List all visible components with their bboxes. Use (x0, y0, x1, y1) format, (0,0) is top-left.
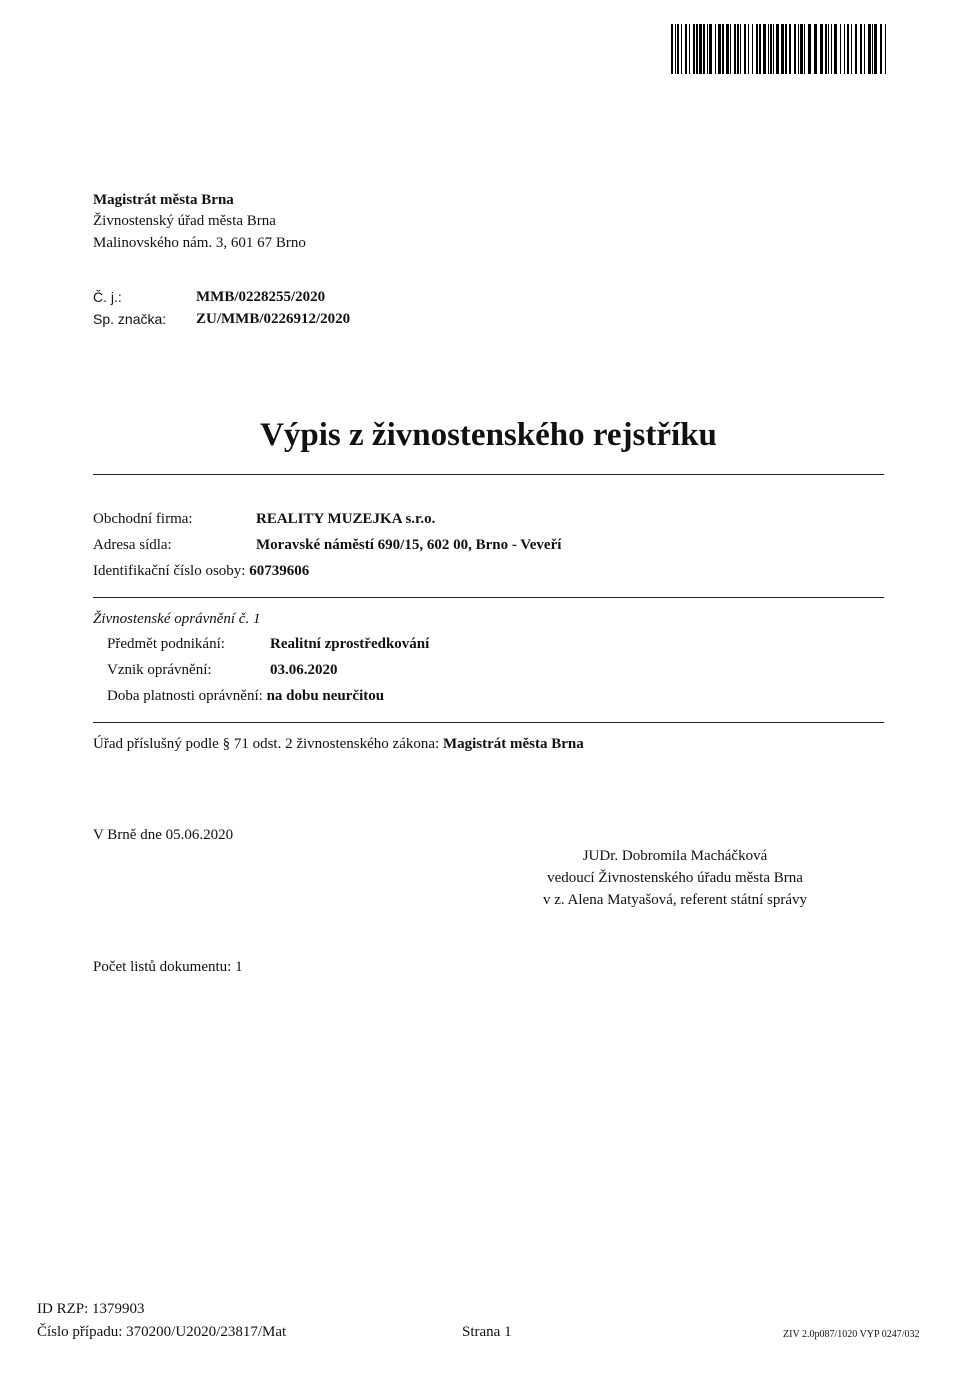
barcode-bar (703, 24, 705, 74)
barcode-bar (689, 24, 690, 74)
barcode-bar (868, 24, 871, 74)
barcode-bar (776, 24, 779, 74)
barcode-bar (847, 24, 849, 74)
barcode-bar (874, 24, 877, 74)
barcode-bar (718, 24, 721, 74)
barcode-bar (756, 24, 758, 74)
barcode-bar (675, 24, 676, 74)
divider-top (93, 474, 884, 475)
origin-label: Vznik oprávnění: (107, 662, 212, 678)
barcode-bar (880, 24, 882, 74)
barcode-bar (740, 24, 741, 74)
address-value: Moravské náměstí 690/15, 602 00, Brno - Veveří (256, 537, 562, 553)
barcode-bar (671, 24, 673, 74)
company-id-value: 60739606 (249, 563, 310, 579)
barcode-bar (730, 24, 731, 74)
barcode-bar (844, 24, 845, 74)
barcode-bar (696, 24, 698, 74)
barcode-bar (828, 24, 829, 74)
barcode-bar (872, 24, 873, 74)
validity-value: na dobu neurčitou (266, 688, 385, 704)
barcode-bar (851, 24, 852, 74)
place-date: V Brně dne 05.06.2020 (93, 827, 234, 843)
company-id-row (93, 563, 309, 580)
sp-value: ZU/MMB/0226912/2020 (196, 311, 351, 327)
barcode-bar (744, 24, 746, 74)
barcode-bar (820, 24, 823, 74)
validity-label: Doba platnosti oprávnění: (107, 688, 263, 704)
footer-id-rzp: ID RZP: 1379903 (37, 1301, 145, 1317)
barcode-bar (709, 24, 712, 74)
footer-version: ZIV 2.0p087/1020 VYP 0247/032 (783, 1329, 920, 1340)
barcode-bar (794, 24, 796, 74)
office-department: Živnostenský úřad města Brna (93, 213, 276, 229)
barcode-bar (831, 24, 832, 74)
sheet-count: Počet listů dokumentu: 1 (93, 959, 243, 975)
document-title: Výpis z živnostenského rejstříku (260, 417, 717, 453)
barcode-bar (864, 24, 865, 74)
divider-permit (93, 722, 884, 723)
subject-value: Realitní zprostředkování (270, 636, 430, 652)
barcode-bar (814, 24, 817, 74)
barcode-bar (768, 24, 769, 74)
barcode-bar (677, 24, 679, 74)
barcode-bar (773, 24, 774, 74)
authority-row (93, 736, 584, 753)
permit-heading: Živnostenské oprávnění č. 1 (93, 611, 261, 627)
barcode-bar (693, 24, 695, 74)
barcode-bar (825, 24, 827, 74)
barcode (671, 24, 886, 74)
address-label: Adresa sídla: (93, 537, 172, 553)
barcode-bar (759, 24, 761, 74)
origin-value: 03.06.2020 (270, 662, 338, 678)
barcode-bar (855, 24, 857, 74)
signature-role: vedoucí Živnostenského úřadu města Brna (547, 870, 803, 886)
barcode-bar (785, 24, 787, 74)
sp-label: Sp. značka: (93, 311, 167, 327)
barcode-bar (752, 24, 753, 74)
subject-label: Předmět podnikání: (107, 636, 225, 652)
validity-row (107, 688, 384, 705)
firm-value: REALITY MUZEJKA s.r.o. (256, 511, 436, 527)
signature-deputy: v z. Alena Matyašová, referent státní správy (542, 892, 808, 908)
authority-label: Úřad příslušný podle § 71 odst. 2 živnostenského zákona: (93, 736, 440, 752)
barcode-bar (715, 24, 716, 74)
cj-label: Č. j.: (93, 289, 122, 305)
barcode-bar (885, 24, 886, 74)
footer-page: Strana 1 (462, 1324, 512, 1340)
barcode-bar (707, 24, 708, 74)
barcode-bar (834, 24, 837, 74)
barcode-bar (860, 24, 862, 74)
barcode-bar (770, 24, 772, 74)
office-address: Malinovského nám. 3, 601 67 Brno (93, 235, 306, 251)
footer-case-number: Číslo případu: 370200/U2020/23817/Mat (37, 1324, 287, 1340)
barcode-bar (726, 24, 729, 74)
office-name: Magistrát města Brna (93, 192, 234, 208)
barcode-bar (789, 24, 791, 74)
authority-value: Magistrát města Brna (442, 736, 584, 752)
barcode-bar (804, 24, 805, 74)
barcode-bar (722, 24, 724, 74)
barcode-bar (681, 24, 682, 74)
barcode-bar (737, 24, 739, 74)
barcode-bar (734, 24, 736, 74)
barcode-bar (840, 24, 841, 74)
barcode-bar (798, 24, 799, 74)
barcode-bar (763, 24, 766, 74)
divider-company (93, 597, 884, 598)
firm-label: Obchodní firma: (93, 511, 193, 527)
barcode-bar (685, 24, 687, 74)
barcode-bar (800, 24, 803, 74)
barcode-bar (808, 24, 811, 74)
cj-value: MMB/0228255/2020 (196, 289, 326, 305)
barcode-bar (699, 24, 702, 74)
barcode-bar (748, 24, 749, 74)
signature-name: JUDr. Dobromila Macháčková (582, 848, 768, 864)
barcode-bar (781, 24, 784, 74)
company-id-label: Identifikační číslo osoby: (93, 563, 246, 579)
